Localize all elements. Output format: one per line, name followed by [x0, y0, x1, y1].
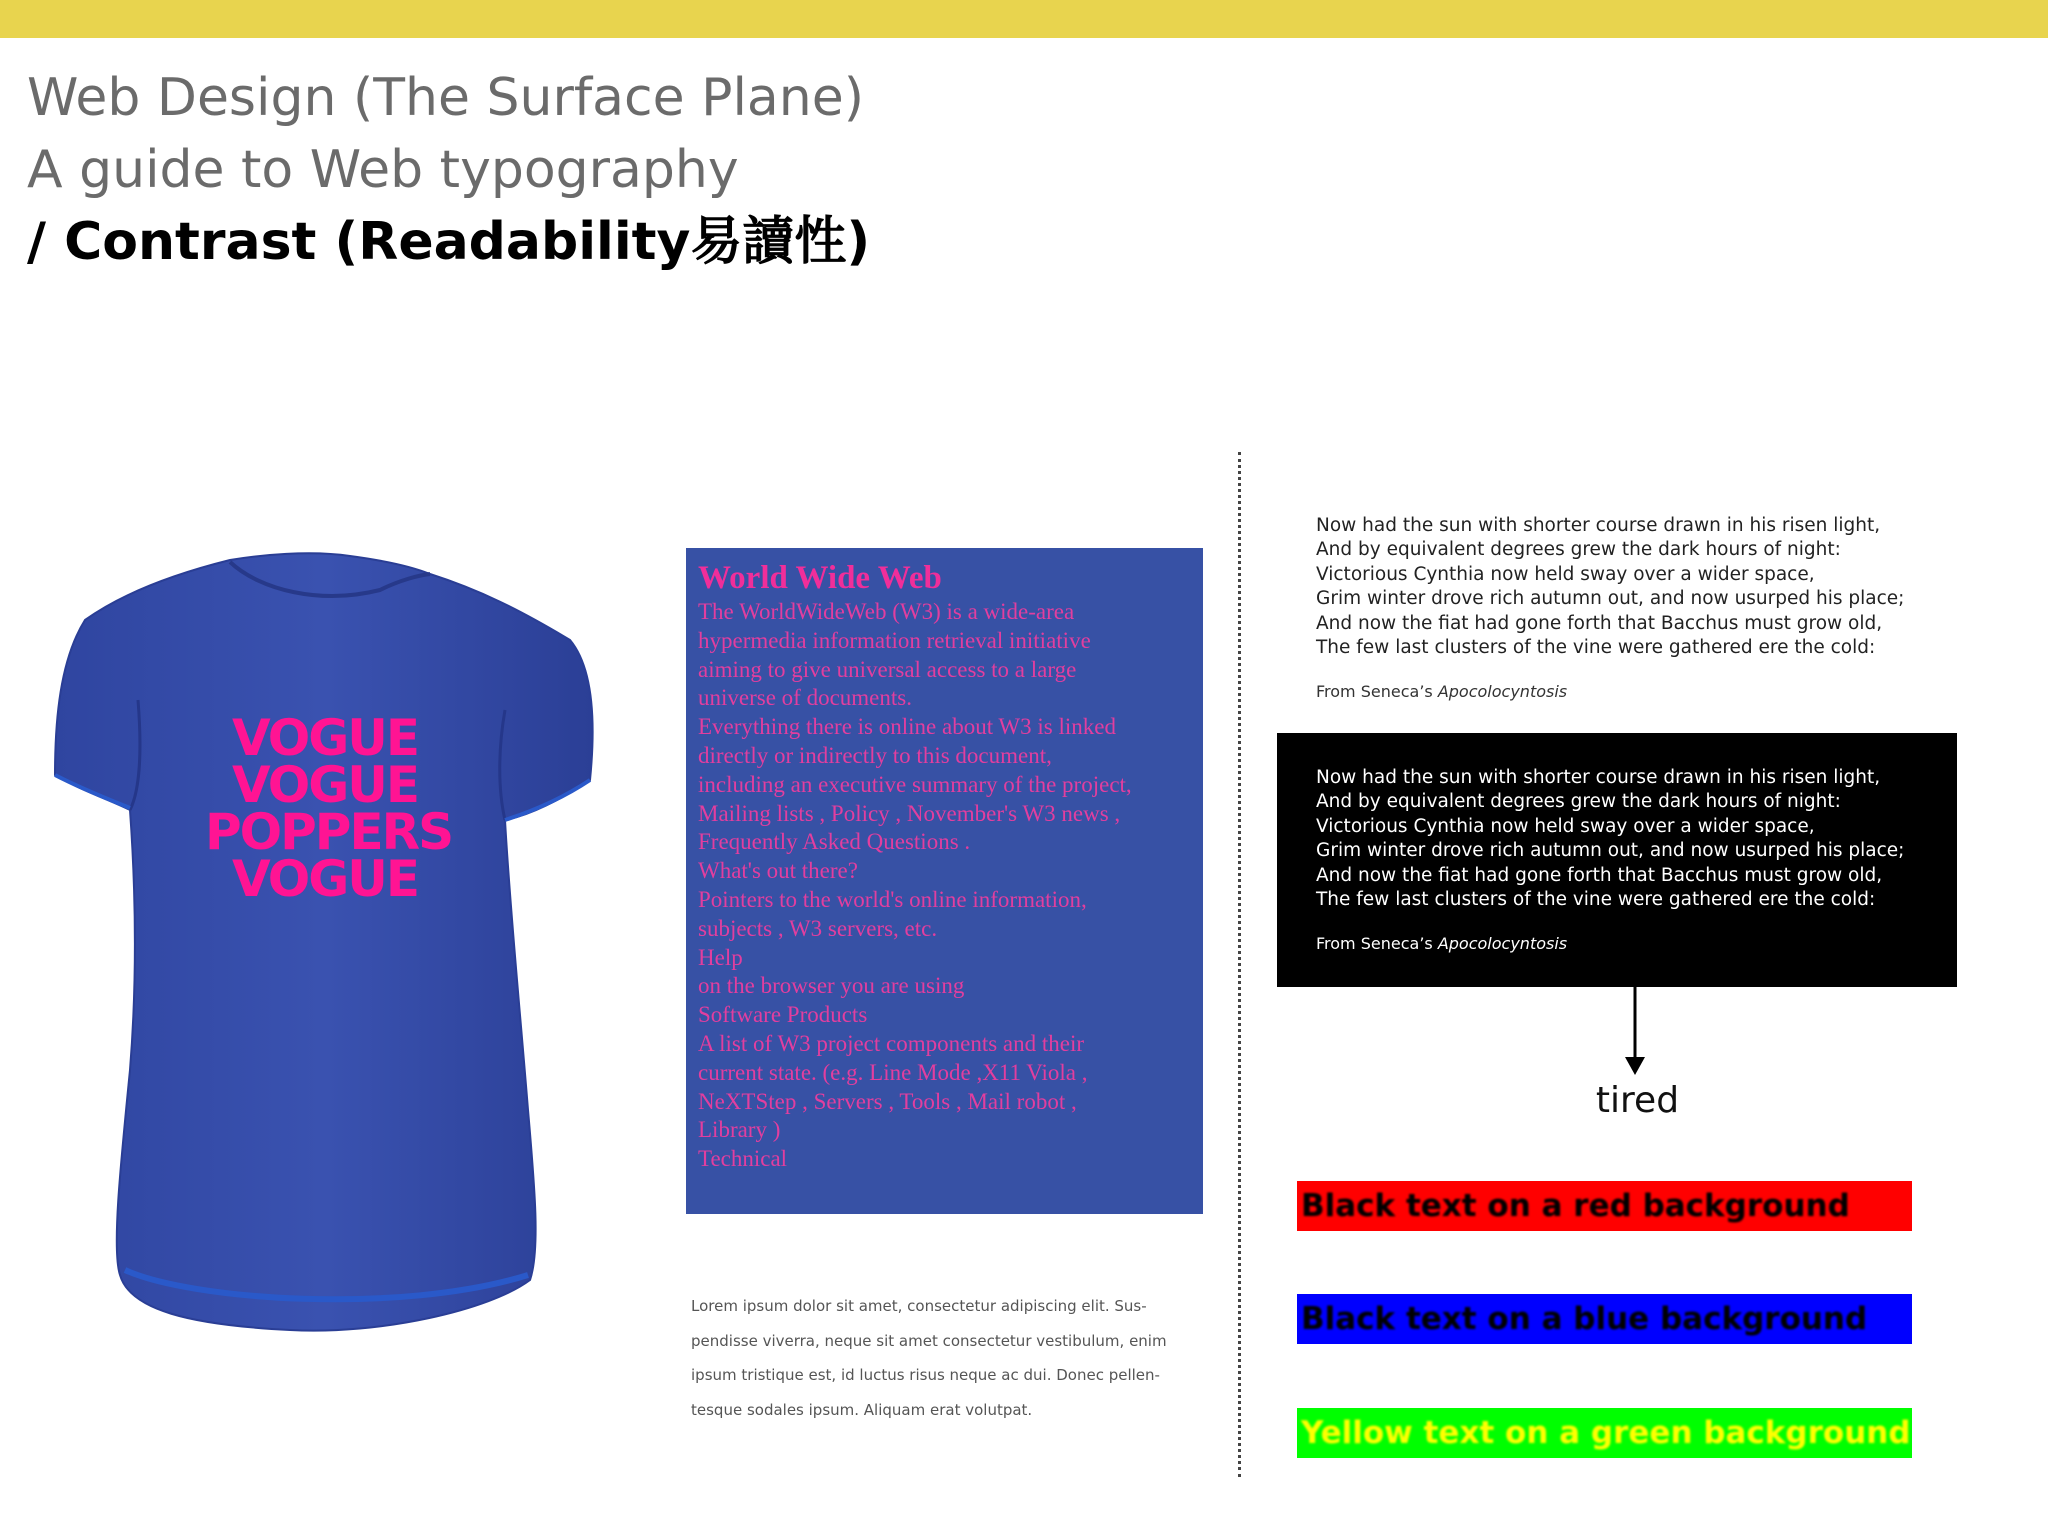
title-line-1: Web Design (The Surface Plane)	[27, 68, 865, 128]
text-line: And now the fiat had gone forth that Bacchus must grow old,	[1316, 612, 1883, 634]
text-line: on the browser you are using	[698, 973, 965, 999]
text-line: Now had the sun with shorter course drawn in his risen light,	[1316, 515, 1881, 536]
poem-source-prefix: From Seneca’s	[1316, 934, 1438, 954]
text-line: hypermedia information retrieval initiative	[698, 627, 1091, 653]
text-line: What's out there?	[698, 858, 858, 884]
text-line: And by equivalent degrees grew the dark hours of night:	[1316, 791, 1841, 813]
poem-on-white	[1316, 514, 1976, 701]
title-line-2: A guide to Web typography	[27, 140, 739, 200]
text-line: pendisse viverra, neque sit amet consectetur vestibulum, enim	[691, 1331, 1167, 1350]
text-line: Grim winter drove rich autumn out, and now usurped his place;	[1316, 840, 1905, 862]
text-line: Help	[698, 944, 743, 970]
poem-on-black	[1277, 733, 1957, 987]
text-line: aiming to give universal access to a large	[698, 656, 1077, 682]
contrast-bar-text: Yellow text on a green background	[1301, 1415, 1911, 1451]
text-line: subjects , W3 servers, etc.	[698, 915, 938, 941]
text-line: Victorious Cynthia now held sway over a wider space,	[1316, 815, 1815, 837]
red-background-bar	[1297, 1181, 1912, 1231]
text-line: including an executive summary of the project,	[698, 771, 1132, 797]
tshirt-print	[205, 709, 453, 908]
tshirt-print-line: VOGUE	[231, 709, 419, 767]
tshirt-print-line: VOGUE	[231, 756, 419, 814]
w3-low-contrast-panel	[686, 548, 1203, 1214]
text-line: Frequently Asked Questions .	[698, 829, 971, 855]
text-line: Pointers to the world's online information,	[698, 886, 1087, 912]
poem-source	[1316, 934, 1957, 953]
text-line: tesque sodales ipsum. Aliquam erat volutpat.	[691, 1400, 1033, 1419]
text-line: Everything there is online about W3 is linked	[698, 714, 1116, 740]
tshirt-illustration	[50, 550, 595, 1340]
text-line: NeXTStep , Servers , Tools , Mail robot ,	[698, 1088, 1077, 1114]
top-accent-bar	[0, 0, 2048, 38]
text-line: Victorious Cynthia now held sway over a wider space,	[1316, 563, 1815, 585]
title-line-3: / Contrast (Readability易讀性)	[27, 212, 871, 272]
tired-label: tired	[1595, 1080, 1680, 1121]
text-line: ipsum tristique est, id luctus risus neque ac dui. Donec pellen-	[691, 1366, 1160, 1384]
w3-panel-title: World Wide Web	[698, 560, 942, 596]
text-line: Grim winter drove rich autumn out, and now usurped his place;	[1316, 588, 1905, 610]
text-line: Library )	[698, 1117, 781, 1143]
poem-source-work: Apocolocyntosis	[1437, 682, 1568, 702]
poem-source	[1316, 682, 1976, 701]
text-line: directly or indirectly to this document,	[698, 742, 1052, 768]
green-background-bar	[1297, 1408, 1912, 1458]
arrow-down-icon	[1620, 987, 1650, 1077]
poem-lines	[1316, 766, 1957, 912]
text-line: Now had the sun with shorter course drawn in his risen light,	[1316, 767, 1881, 788]
text-line: The WorldWideWeb (W3) is a wide-area	[698, 599, 1075, 624]
tshirt-print-line: POPPERS	[205, 803, 453, 861]
contrast-bar-text: Black text on a red background	[1301, 1188, 1850, 1224]
text-line: Lorem ipsum dolor sit amet, consectetur adipiscing elit. Sus-	[691, 1297, 1147, 1315]
contrast-bar-text: Black text on a blue background	[1301, 1301, 1868, 1337]
tshirt-print-line: VOGUE	[231, 850, 419, 908]
text-line: Software Products	[698, 1002, 868, 1028]
text-line: A list of W3 project components and their	[698, 1030, 1085, 1056]
text-line: current state. (e.g. Line Mode ,X11 Viola ,	[698, 1059, 1088, 1085]
w3-panel-body	[698, 598, 1191, 1174]
text-line: Mailing lists , Policy , November's W3 news ,	[698, 800, 1121, 826]
dotted-divider	[1238, 452, 1241, 1477]
poem-lines	[1316, 514, 1976, 660]
text-line: And now the fiat had gone forth that Bacchus must grow old,	[1316, 864, 1883, 886]
text-line: The few last clusters of the vine were gathered ere the cold:	[1316, 889, 1876, 911]
text-line: Technical	[698, 1146, 788, 1172]
text-line: universe of documents.	[698, 685, 912, 711]
blue-background-bar	[1297, 1294, 1912, 1344]
slide-title	[27, 62, 870, 278]
poem-source-prefix: From Seneca’s	[1316, 682, 1438, 702]
text-line: And by equivalent degrees grew the dark hours of night:	[1316, 539, 1841, 561]
lorem-paragraph	[691, 1289, 1208, 1427]
text-line: The few last clusters of the vine were gathered ere the cold:	[1316, 637, 1876, 659]
poem-source-work: Apocolocyntosis	[1437, 934, 1568, 954]
